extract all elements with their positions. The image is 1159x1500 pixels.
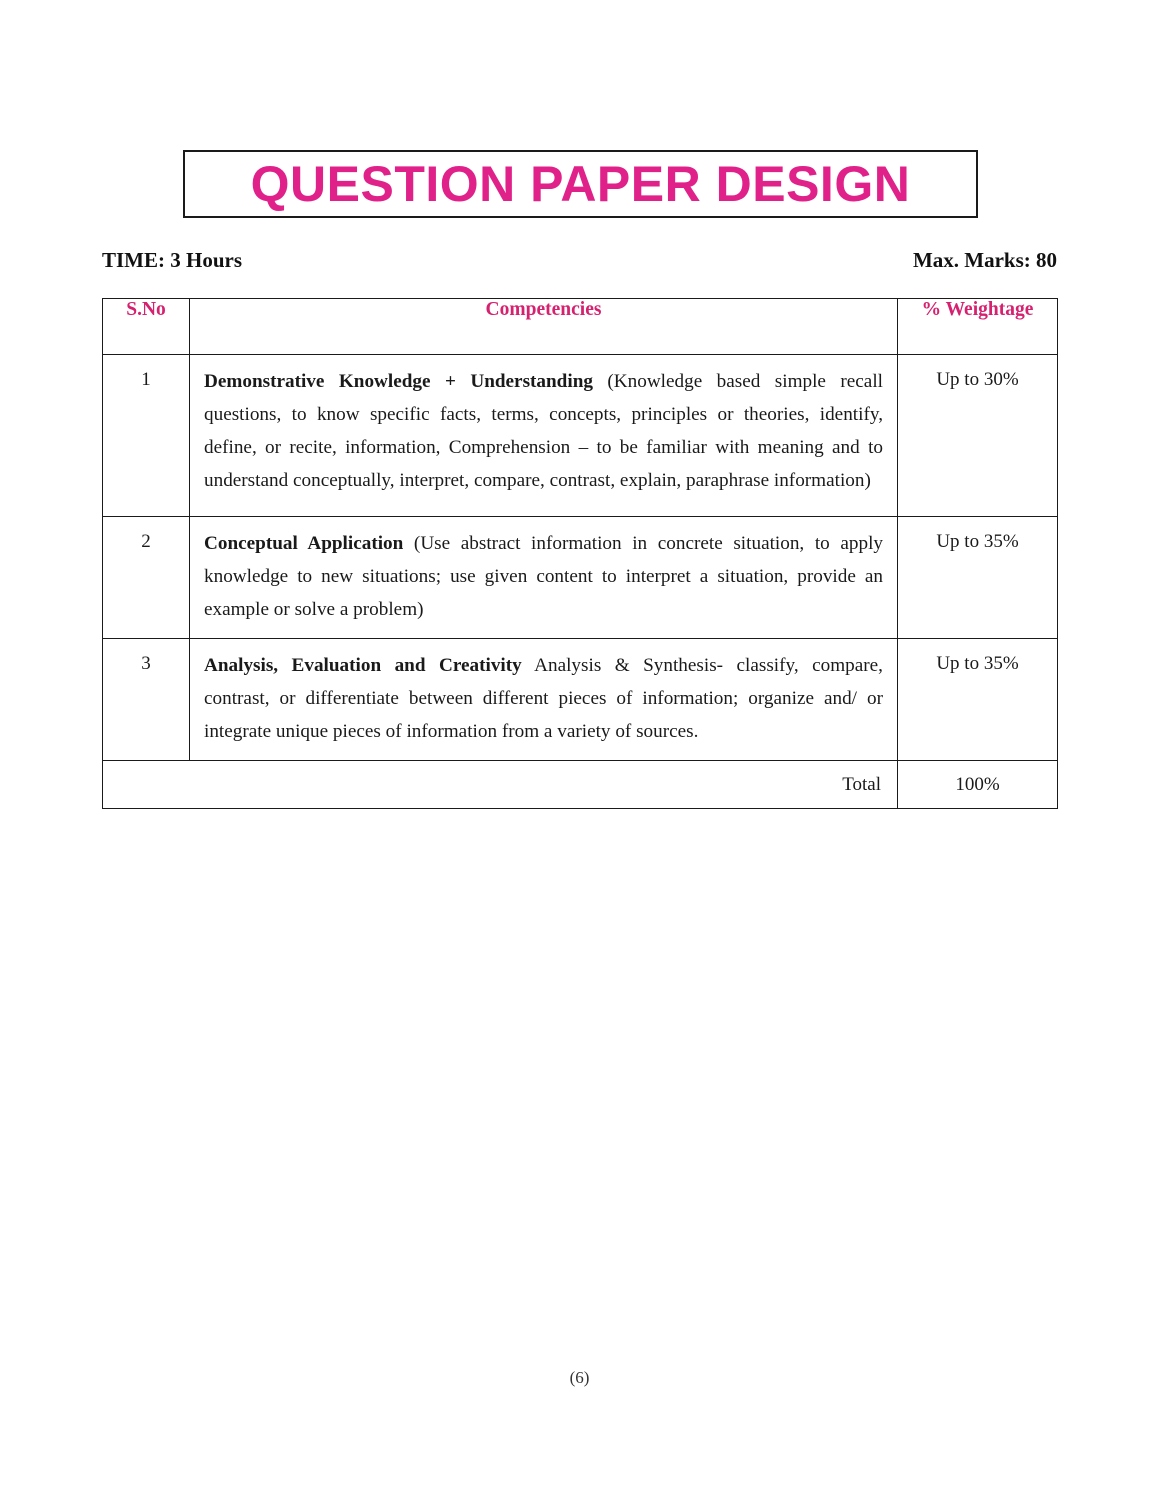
cell-weightage: Up to 30% bbox=[898, 355, 1058, 517]
header-sno: S.No bbox=[103, 299, 190, 355]
exam-meta-row bbox=[102, 248, 1057, 273]
page-title-box bbox=[183, 150, 978, 218]
cell-weightage: Up to 35% bbox=[898, 517, 1058, 639]
exam-max-marks-label: Max. Marks: 80 bbox=[912, 248, 1057, 272]
total-label: Total bbox=[103, 761, 898, 809]
cell-competency bbox=[190, 639, 898, 761]
table-row bbox=[103, 355, 1058, 517]
exam-time-label: TIME: 3 Hours bbox=[102, 248, 243, 272]
page-number: (6) bbox=[569, 1368, 590, 1387]
cell-weightage: Up to 35% bbox=[898, 639, 1058, 761]
question-paper-design-table bbox=[102, 298, 1058, 809]
competency-title: Demonstrative Knowledge + Understanding bbox=[204, 371, 593, 392]
table-total-row bbox=[103, 761, 1058, 809]
table-row bbox=[103, 639, 1058, 761]
table-header-row bbox=[103, 299, 1058, 355]
competency-title: Conceptual Application bbox=[204, 533, 404, 554]
cell-sno: 2 bbox=[103, 517, 190, 639]
competency-description: (Use abstract information in concrete situation, to apply knowledge to new situations; use given content to interpret a situation, provide an example or solve a problem) bbox=[204, 533, 883, 621]
header-competencies: Competencies bbox=[190, 299, 898, 355]
cell-sno: 1 bbox=[103, 355, 190, 517]
cell-competency bbox=[190, 517, 898, 639]
header-weightage: % Weightage bbox=[898, 299, 1058, 355]
competency-description: (Knowledge based simple recall questions, to know specific facts, terms, concepts, principles or theories, identify, define, or recite, information, Comprehension – to be familiar with meaning and to understand conceptually, interpret, compare, contrast, explain, paraphrase information) bbox=[204, 371, 883, 492]
cell-competency bbox=[190, 355, 898, 517]
cell-sno: 3 bbox=[103, 639, 190, 761]
competency-title: Analysis, Evaluation and Creativity bbox=[204, 655, 522, 677]
competency-description: Analysis & Synthesis- classify, compare, contrast, or differentiate between different pieces of information; organize and/ or integrate unique pieces of information from a variety of sources. bbox=[204, 655, 883, 743]
page-title: QUESTION PAPER DESIGN bbox=[250, 156, 911, 212]
table-row bbox=[103, 517, 1058, 639]
total-value: 100% bbox=[898, 761, 1058, 809]
